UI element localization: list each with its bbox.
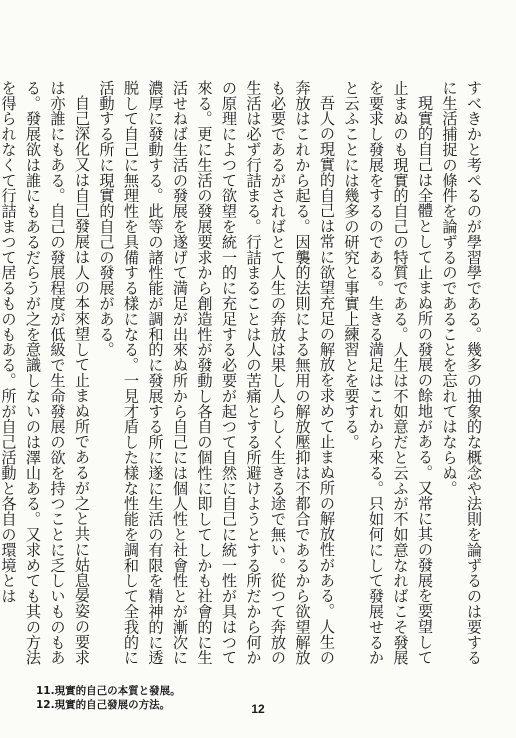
paragraph-1: すべきかと考ぺるのが學習學である。幾多の抽象的な概念や法則を論ずるのは要するに生活捕捉の條件を論ずるのであることを忘れてはならぬ。 (440, 80, 483, 666)
note-11: 11.現實的自己の本質と發展。 (36, 685, 181, 697)
paragraph-4: 自己深化又は自己發展は人の本來望して止まぬ所であるが之と共に姑息晏姿の要求は亦誰にもある。自己の發展程度が低級で生命發展の欲を持つことに乏しいものもある。發展欲は誰にもあるだらうが之を意識しないのは澤山ある。又求めても其の方法を得られなくて行詰まつて居るものもある。所が自己活動と各自の環境とは (0, 80, 91, 666)
vertical-body-text (0, 80, 486, 680)
paragraph-3: 吾人の現實的自己は常に欲望充足の解放を求めて止まぬ所の解放性がある。人生の奔放はこれから起る。因襲的法則による無用の解放壓抑は不都合であるから欲望解放も必要であるがさればとて人生の奔放は果し人らしく生きる途で無い。從つて奔放の生活は必ず行詰まる。行詰まることは人の苦痛とする所避けようとする所だから何かの原理によつて欲望を統一的に充足する必要が起つて自然に自己に統一性が具はつて來る。更に生活の發展要求から創造性が發動し各自の個性に即してしかも社會的に生活せねば生活の發展を遂げて満足が出來ぬ所から自己には個人性と社會性とが漸次に濃厚に發動する。此等の諸性能が調和的に發展する所に遂に生活の有限を精神的に透脱して自己に無理性を具備する樣になる。一見才盾した樣な性能を調和して全我的に活動する所に現實的自己の發展がある。 (97, 80, 336, 666)
paragraph-2: 現實的自己は全體として止まぬ所の發展の餘地がある。又常に其の發展を要望して止まぬのも現實的自己の特質である。人生は不如意だと云ふが不如意なればこそ發展を要求し發展をするのである。生きる満足はこれから來る。只如何にして發展せるかと云ふことには幾多の研究と事實上練習とを要する。 (342, 80, 434, 666)
note-12: 12.現實的自己發展の方法。 (36, 699, 171, 711)
page-number: 12 (251, 702, 265, 716)
